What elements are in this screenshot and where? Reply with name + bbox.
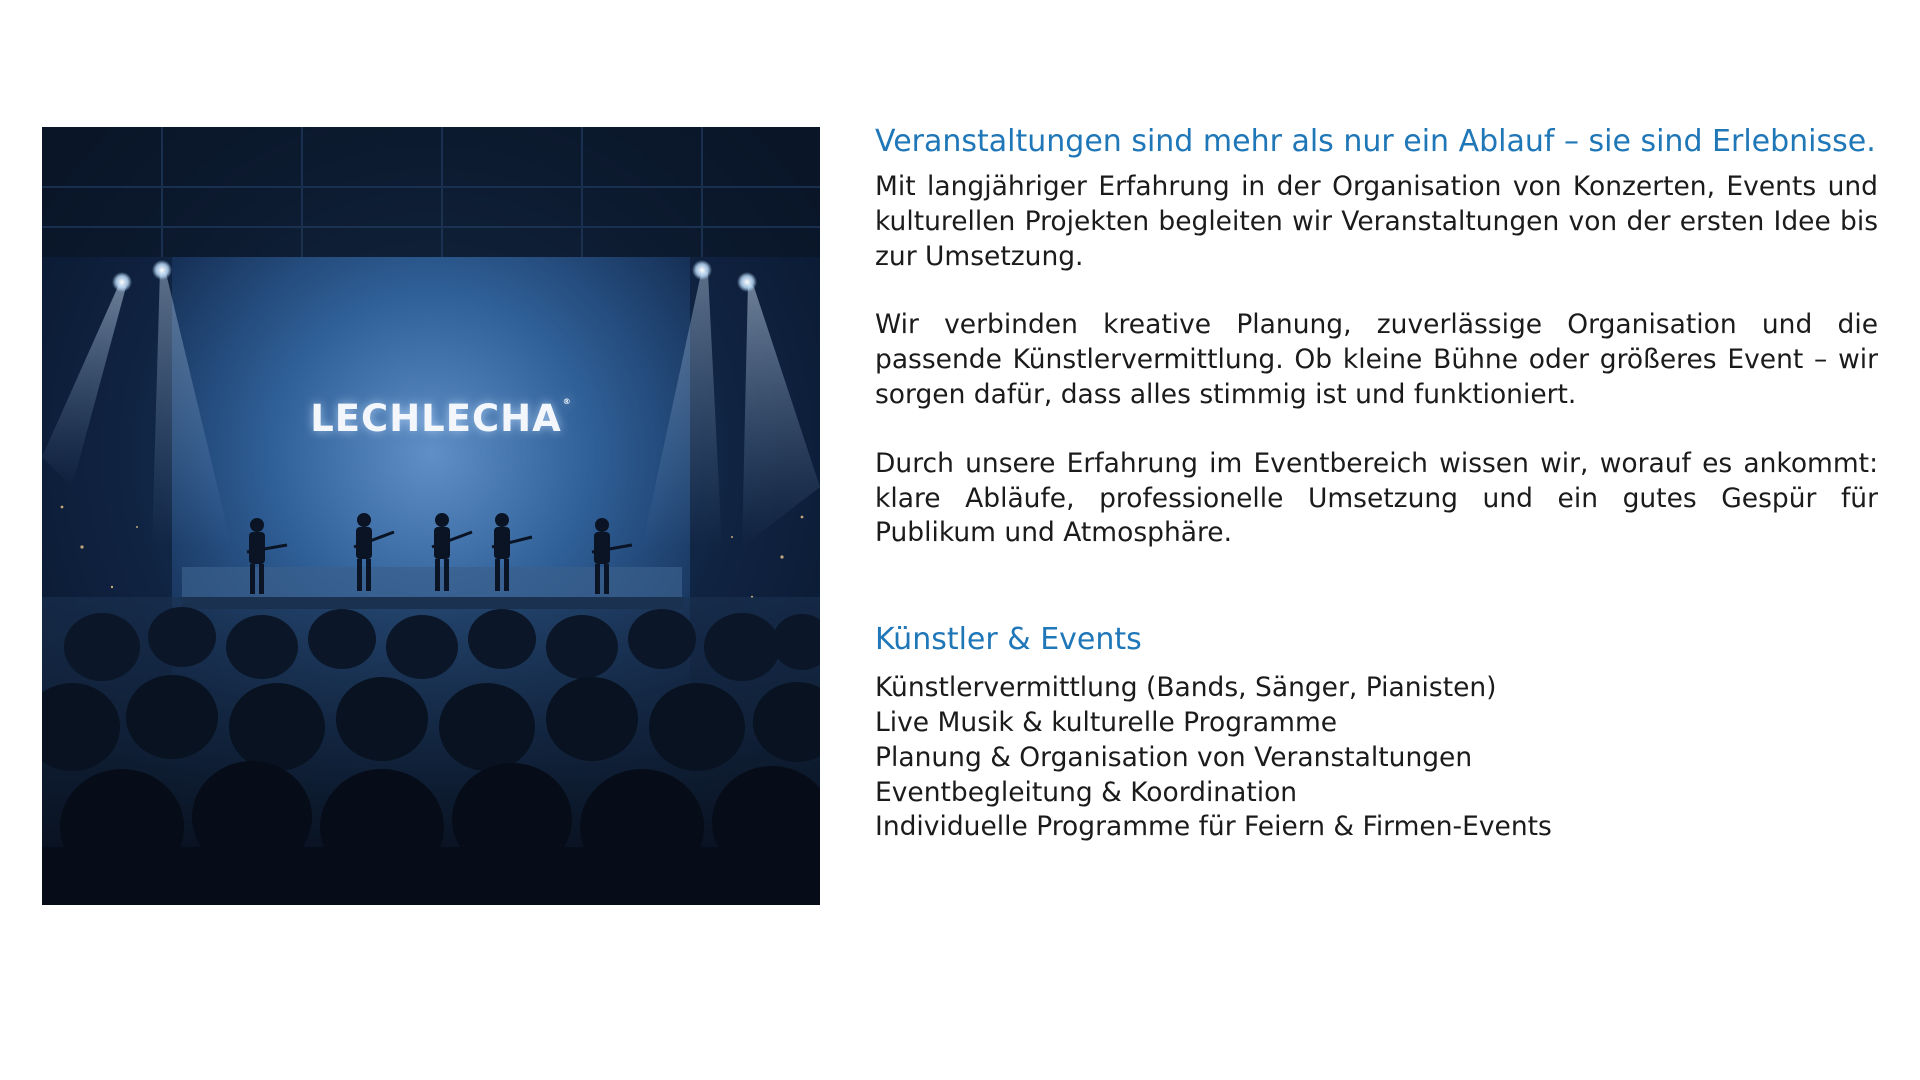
hero-image [42, 127, 820, 905]
brand-name: LECHLECHA [310, 397, 562, 440]
service-item-artist-booking: Künstlervermittlung (Bands, Sänger, Pianisten) [875, 672, 1497, 704]
concert-stage-illustration [42, 127, 820, 905]
service-item-event-planning: Planung & Organisation von Veranstaltungen [875, 741, 1473, 773]
services-list [875, 671, 1878, 845]
intro-paragraph-3: Durch unsere Erfahrung im Eventbereich wissen wir, worauf es ankommt: klare Abläufe, professionelle Umsetzung und ein gutes Gespür für Publikum und Atmosphäre. [875, 447, 1878, 549]
services-heading: Künstler & Events [875, 622, 1142, 658]
service-item-event-coordination: Eventbegleitung & Koordination [875, 776, 1298, 808]
trademark-symbol: ® [562, 397, 572, 406]
brand-logo [52, 397, 820, 440]
intro-paragraph-2: Wir verbinden kreative Planung, zuverlässige Organisation und die passende Künstlervermittlung. Ob kleine Bühne oder größeres Event – wir sorgen dafür, dass alles stimmig ist und funktioniert. [875, 309, 1878, 410]
content-column [875, 123, 1878, 845]
intro-paragraph-1: Mit langjähriger Erfahrung in der Organisation von Konzerten, Events und kulturellen Projekten begleiten wir Veranstaltungen von der ersten Idee bis zur Umsetzung. [875, 171, 1878, 272]
intro-headline: Veranstaltungen sind mehr als nur ein Ablauf – sie sind Erlebnisse. [875, 124, 1876, 159]
service-item-custom-programs: Individuelle Programme für Feiern & Firmen-Events [875, 811, 1552, 843]
service-item-live-music: Live Musik & kulturelle Programme [875, 706, 1338, 738]
